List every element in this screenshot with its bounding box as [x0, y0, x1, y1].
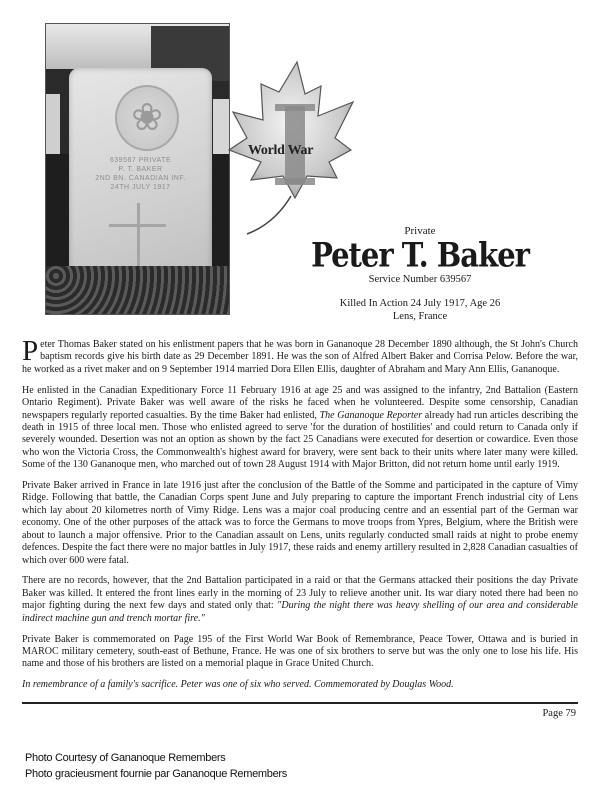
soldier-name: Peter T. Baker [311, 235, 529, 275]
credit-french: Photo gracieusment fournie par Gananoque Remembers [25, 768, 287, 780]
soldier-header [290, 225, 550, 324]
drop-cap: P [22, 335, 39, 367]
maple-leaf-icon: ❀ [115, 85, 179, 151]
newspaper-title: The Gananoque Reporter [319, 409, 423, 421]
headstone-inscription: 639567 PRIVATE P. T. BAKER 2ND BN. CANADIAN INF. 24TH JULY 1917 [95, 157, 186, 191]
biography [22, 335, 579, 700]
paragraph-commemoration: Private Baker is commemorated on Page 195 of the First World War Book of Remembrance, Peace Tower, Ottawa and is buried in MAROC military cemetery, south-east of Bethune, France. He was one of six brothers to serve but was the only one to lose his life. His name and those of his brothers are listed on a memorial plaque in Grace United Church. [22, 633, 578, 670]
headstone-photo [45, 23, 230, 315]
page-number: Page 79 [542, 708, 576, 719]
photo-credits [25, 750, 287, 782]
photo-plants [46, 266, 229, 314]
paragraph-enlistment: He enlisted in the Canadian Expeditionary Force 11 February 1916 at age 25 and was assigned to the infantry, 2nd Battalion (Eastern Ontario Regiment). Private Baker was well aware of the risks he faced when he volunteered. Despite some censorship, Canadian newspapers regularly reported casualties. By the time Baker had enlisted, The Gananoque Reporter already had run articles describing the death in 1915 of three local men. Those who enlisted agreed to serve 'for the duration of hostilities' and could return to Canada only if severely wounded. Desertion was not an option as shown by the fact 25 Canadians were executed for desertion or cowardice. Even those who won the Victoria Cross, the Commonwealth's highest award for bravery, were sent back to their units where later many were killed. Some of the 130 Gananoque men, who marched out of town 28 August 1914 with Major Britton, did not return home until early 1919. [22, 384, 579, 471]
killed-in-action: Killed In Action 24 July 1917, Age 26 [339, 298, 501, 309]
death-location: Lens, France [392, 311, 448, 322]
war-diary-quote: "During the night there was heavy shelling of our area and considerable indirect machine gun and trench mortar fire." [22, 600, 578, 624]
closing-dedication: In remembrance of a family's sacrifice. Peter was one of six who served. Commemorated by Douglas Wood. [22, 679, 454, 691]
photo-neighbour-stone [46, 94, 60, 162]
credit-english: Photo Courtesy of Gananoque Remembers [25, 752, 226, 764]
world-war-label: World War [248, 143, 314, 158]
paragraph-birth: Peter Thomas Baker stated on his enlistment papers that he was born in Gananoque 28 December 1890 although, the St John's Church baptism records give his birth date as 29 December 1891. He was the son of Alfred Albert Baker and Corrisa Pelow. Before the war, he worked as a rivet maker and on 9 September 1914 married Dora Ellen Ellis, daughter of Abraham and Mary Ann Ellis, Gananoque. [22, 335, 578, 375]
rank: Private [404, 225, 436, 237]
cross-icon-bar [109, 224, 166, 227]
footer-divider [22, 702, 578, 704]
paragraph-france: Private Baker arrived in France in late 1916 just after the conclusion of the Battle of the Somme and participated in the capture of Vimy Ridge. Following that battle, the Canadian Corps spent June and July preparing to capture the important French industrial city of Lens which lay about 20 kilometres north of Vimy Ridge. Lens was a major coal producing centre and an essential part of the German war economy. One of the other purposes of the attack was to force the Germans to move troops from Ypres, Belgium, where the British were about to launch a major offensive. Prior to the Canadian assault on Lens, units regularly conducted small raids at night to probe enemy defences. Despite the fact there were no major battles in July 1917, these raids and enemy artillery resulted in 2,828 Canadian casualties of which over 600 were fatal. [22, 480, 578, 566]
service-number: Service Number 639567 [368, 274, 472, 285]
headstone [69, 68, 212, 298]
paragraph-death: There are no records, however, that the 2nd Battalion participated in a raid or that the Germans attacked their positions the day Private Baker was killed. It entered the front lines early in the morning of 23 July to relieve another unit. Its war diary noted there had been no major fighting during the next few days and stated only that: "During the night there was heavy shelling of our area and considerable indirect machine gun and trench mortar fire." [22, 575, 578, 624]
